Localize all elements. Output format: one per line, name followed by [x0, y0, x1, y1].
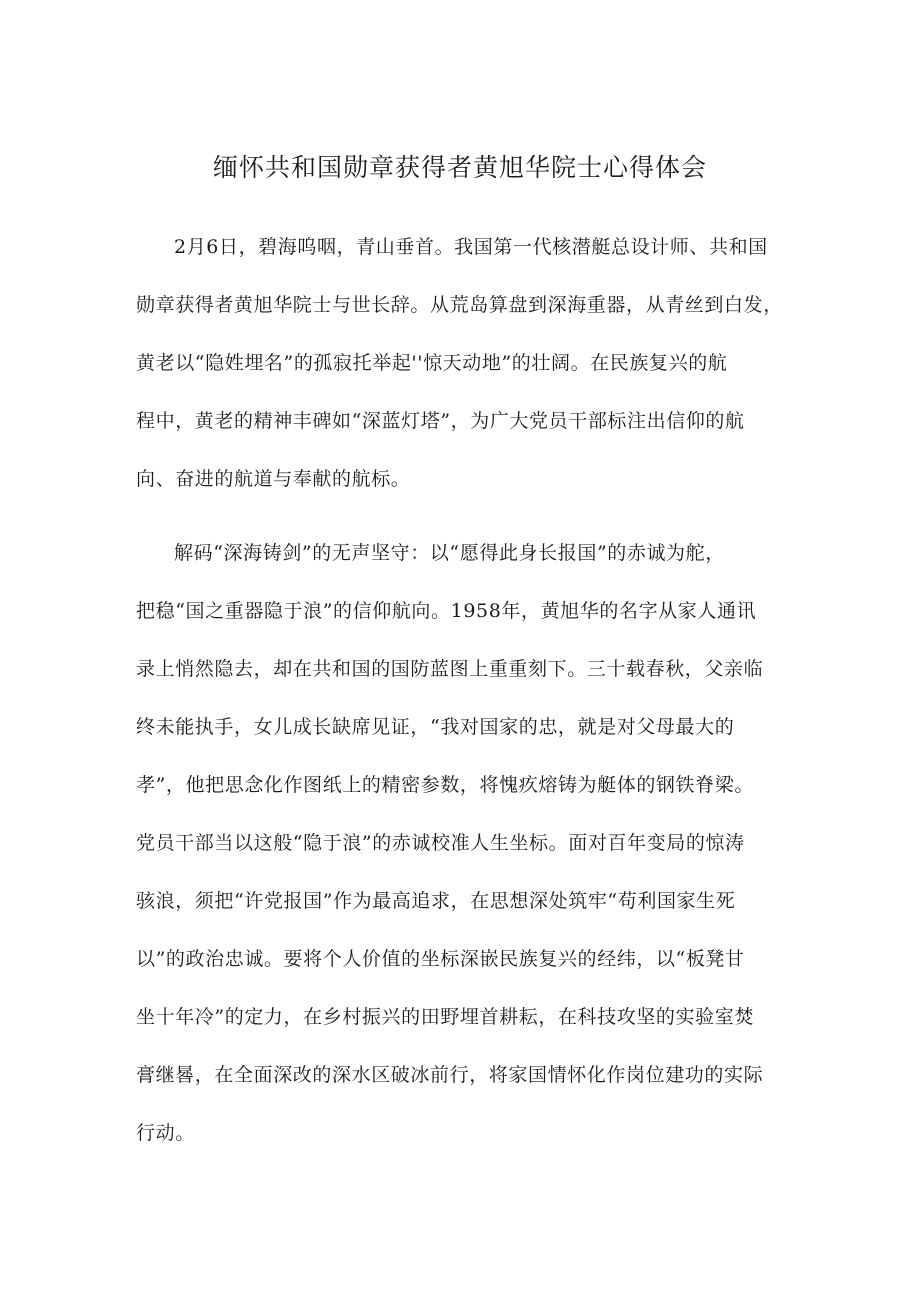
paragraph-line: 以”的政治忠诚。要将个人价值的坐标深嵌民族复兴的经纬，以“板凳甘 — [136, 948, 745, 970]
paragraph-line: 行动。 — [136, 1122, 195, 1144]
paragraph-line: 孝”，他把思念化作图纸上的精密参数，将愧疚熔铸为艇体的钢铁脊梁。 — [136, 774, 754, 796]
paragraph-line: 录上悄然隐去，却在共和国的国防蓝图上重重刻下。三十载春秋，父亲临 — [136, 658, 764, 680]
paragraph-1 — [136, 218, 786, 508]
paragraph-line: 黄老以“隐姓埋名”的孤寂托举起''惊天动地”的壮阔。在民族复兴的航 — [136, 352, 728, 374]
paragraph-2 — [136, 524, 786, 1162]
document-title: 缅怀共和国勋章获得者黄旭华院士心得体会 — [212, 153, 707, 182]
paragraph-line: 2月6日，碧海呜咽，青山垂首。我国第一代核潜艇总设计师、共和国 — [174, 236, 768, 258]
paragraph-line: 膏继晷，在全面深改的深水区破冰前行，将家国情怀化作岗位建功的实际 — [136, 1064, 764, 1086]
paragraph-line: 勋章获得者黄旭华院士与世长辞。从荒岛算盘到深海重器，从青丝到白发， — [136, 294, 783, 316]
paragraph-line: 程中，黄老的精神丰碑如“深蓝灯塔”，为广大党员干部标注出信仰的航 — [136, 410, 745, 432]
paragraph-line: 解码“深海铸剑”的无声坚守：以“愿得此身长报国”的赤诚为舵， — [174, 542, 725, 564]
paragraph-line: 终未能执手，女儿成长缺席见证，“我对国家的忠，就是对父母最大的 — [136, 716, 735, 738]
paragraph-line: 党员干部当以这般“隐于浪”的赤诚校准人生坐标。面对百年变局的惊涛 — [136, 832, 745, 854]
paragraph-line: 骇浪，须把“许党报国”作为最高追求，在思想深处筑牢“苟利国家生死 — [136, 890, 736, 912]
paragraph-line: 把稳“国之重器隐于浪”的信仰航向。1958年，黄旭华的名字从家人通讯 — [136, 600, 757, 622]
paragraph-line: 坐十年冷”的定力，在乡村振兴的田野埋首耕耘，在科技攻坚的实验室焚 — [136, 1006, 754, 1028]
paragraph-line: 向、奋进的航道与奉献的航标。 — [136, 468, 411, 490]
